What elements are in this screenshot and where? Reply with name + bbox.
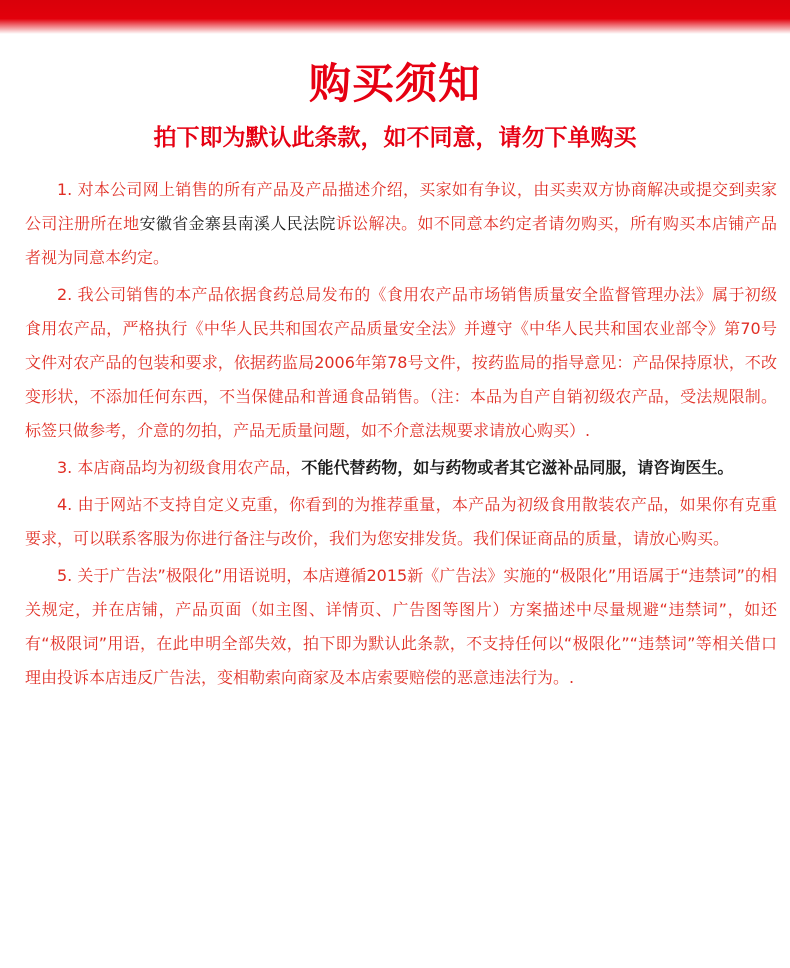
page-title: 购买须知 [308, 59, 481, 108]
term-3 [25, 451, 777, 485]
terms-content [25, 173, 777, 698]
term-1-text-a: 1. 对本公司网上销售的所有产品及产品描述介绍，买家如有争议，由买卖双方协商解决或提交到卖家公司注册所在地 [25, 180, 777, 233]
term-3-text-a: 3. 本店商品均为初级食用农产品， [57, 458, 302, 477]
term-4: 4. 由于网站不支持自定义克重，你看到的为推荐重量，本产品为初级食用散装农产品，如果你有克重要求，可以联系客服为你进行备注与改价，我们为您安排发货。我们保证商品的质量，请放心购买。 [25, 495, 777, 548]
term-1-text-c: 诉讼解决。如不同意本约定者请勿购买，所有购买本店铺产品者视为同意本约定。 [25, 214, 777, 267]
top-red-banner [0, 0, 790, 34]
term-1 [25, 173, 777, 275]
page-subtitle: 拍下即为默认此条款，如不同意，请勿下单购买 [153, 125, 637, 151]
medicine-warning: 不能代替药物，如与药物或者其它滋补品同服，请咨询医生。 [301, 458, 734, 477]
term-2: 2. 我公司销售的本产品依据食药总局发布的《食用农产品市场销售质量安全监督管理办法》属于初级食用农产品，严格执行《中华人民共和国农产品质量安全法》并遵守《中华人民共和国农业部令》第70号文件对农产品的包装和要求，依据药监局2006年第78号文件，按药监局的指导意见：产品保持原状，不改变形状，不添加任何东西，不当保健品和普通食品销售。（注：本品为自产自销初级农产品，受法规限制。标签只做参考，介意的勿拍，产品无质量问题，如不介意法规要求请放心购买）. [25, 285, 777, 440]
court-name: 安徽省金寨县南溪人民法院 [139, 214, 336, 233]
term-5: 5. 关于广告法”极限化”用语说明，本店遵循2015新《广告法》实施的“极限化”用语属于“违禁词”的相关规定，并在店铺，产品页面（如主图、详情页、广告图等图片）方案描述中尽量规避“违禁词”，如还有“极限词”用语，在此申明全部失效，拍下即为默认此条款，不支持任何以“极限化”“违禁词”等相关借口理由投诉本店违反广告法，变相勒索向商家及本店索要赔偿的恶意违法行为。. [25, 566, 777, 687]
